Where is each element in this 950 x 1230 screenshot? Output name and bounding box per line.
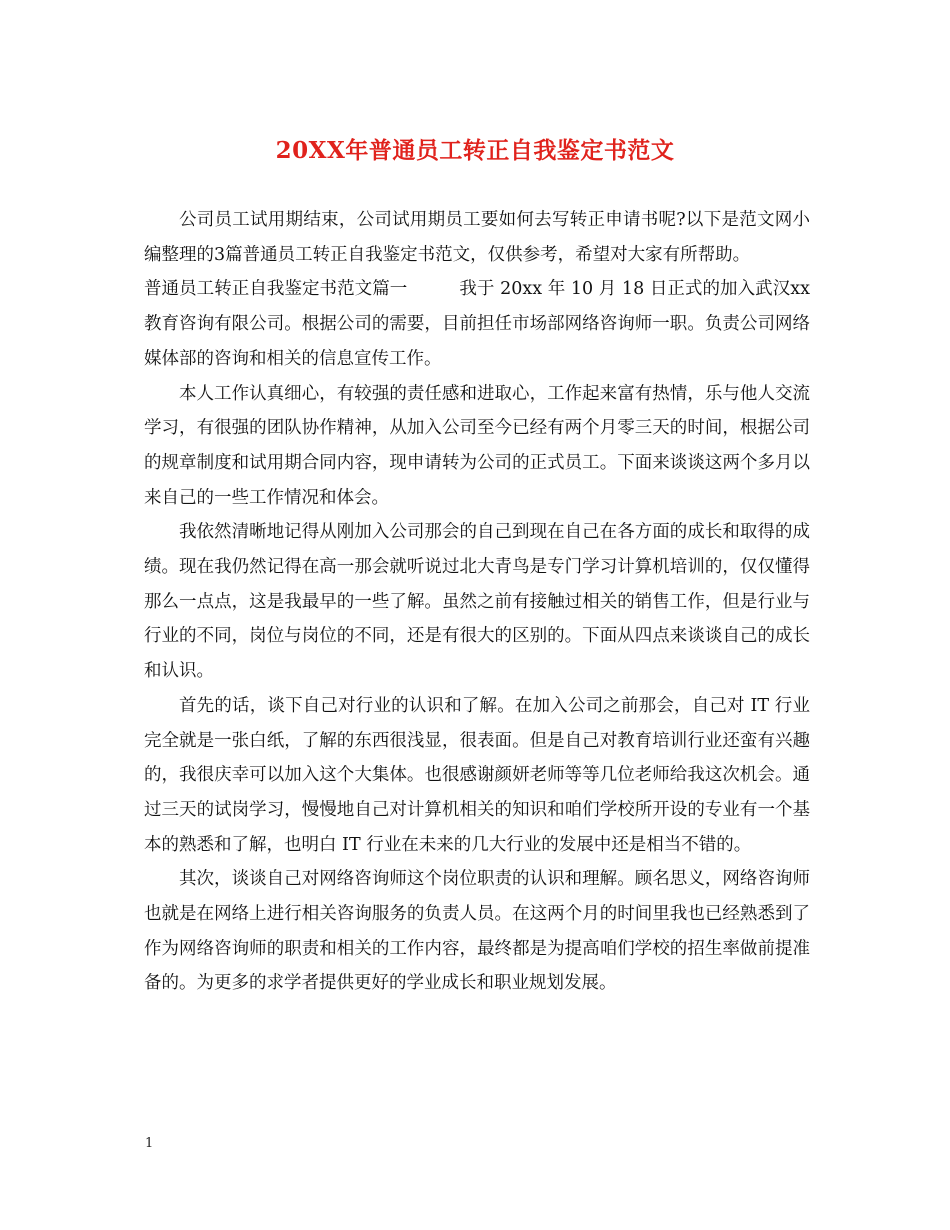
- document-body: [144, 203, 810, 1001]
- body-paragraph: 我依然清晰地记得从刚加入公司那会的自己到现在自己在各方面的成长和取得的成绩。现在我仍然记得在高一那会就听说过北大青鸟是专门学习计算机培训的，仅仅懂得那么一点点，这是我最早的一些了解。虽然之前有接触过相关的销售工作，但是行业与行业的不同，岗位与岗位的不同，还是有很大的区别的。下面从四点来谈谈自己的成长和认识。: [144, 522, 810, 682]
- body-paragraph: 其次，谈谈自己对网络咨询师这个岗位职责的认识和理解。顾名思义，网络咨询师也就是在网络上进行相关咨询服务的负责人员。在这两个月的时间里我也已经熟悉到了作为网络咨询师的职责和相关的工作内容，最终都是为提高咱们学校的招生率做前提准备的。为更多的求学者提供更好的学业成长和职业规划发展。: [144, 869, 810, 994]
- page-number: 1: [145, 1136, 154, 1151]
- section-heading: 普通员工转正自我鉴定书范文篇一: [144, 279, 408, 300]
- section-paragraph: [144, 272, 810, 376]
- document-title: 20XX年普通员工转正自我鉴定书范文: [275, 137, 675, 164]
- section-text: 我于 20xx 年 10 月 18 日正式的加入武汉xx教育咨询有限公司。根据公司的需要，目前担任市场部网络咨询师一职。负责公司网络媒体部的咨询和相关的信息宣传工作。: [144, 279, 810, 369]
- body-paragraph: 首先的话，谈下自己对行业的认识和了解。在加入公司之前那会，自己对 IT 行业完全就是一张白纸，了解的东西很浅显，很表面。但是自己对教育培训行业还蛮有兴趣的，我很庆幸可以加入这个大集体。也很感谢颜妍老师等等几位老师给我这次机会。通过三天的试岗学习，慢慢地自己对计算机相关的知识和咱们学校所开设的专业有一个基本的熟悉和了解，也明白 IT 行业在未来的几大行业的发展中还是相当不错的。: [144, 695, 810, 855]
- body-paragraph: 本人工作认真细心，有较强的责任感和进取心，工作起来富有热情，乐与他人交流学习，有很强的团队协作精神，从加入公司至今已经有两个月零三天的时间，根据公司的规章制度和试用期合同内容，现申请转为公司的正式员工。下面来谈谈这两个多月以来自己的一些工作情况和体会。: [144, 383, 810, 508]
- intro-paragraph: 公司员工试用期结束，公司试用期员工要如何去写转正申请书呢?以下是范文网小编整理的3篇普通员工转正自我鉴定书范文，仅供参考，希望对大家有所帮助。: [144, 210, 810, 265]
